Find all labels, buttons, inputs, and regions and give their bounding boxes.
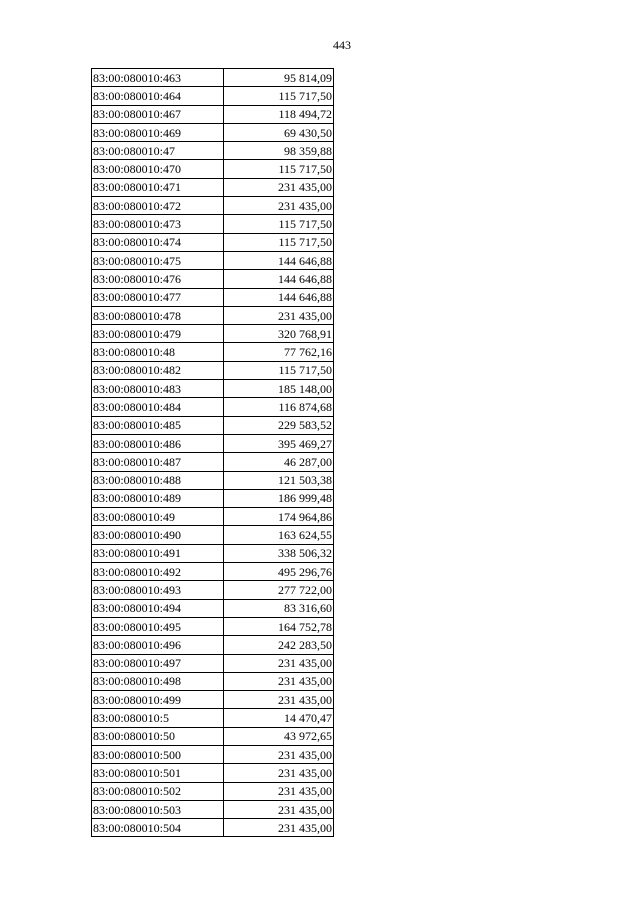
cadastral-number-cell: 83:00:080010:476 <box>92 270 224 288</box>
cadastral-value-table <box>91 68 334 837</box>
table-row <box>92 800 334 818</box>
cadastral-value-cell: 495 296,76 <box>224 563 334 581</box>
table-row <box>92 398 334 416</box>
cadastral-value-cell: 144 646,88 <box>224 270 334 288</box>
cadastral-number-cell: 83:00:080010:472 <box>92 197 224 215</box>
cadastral-value-cell: 69 430,50 <box>224 123 334 141</box>
cadastral-value-cell: 338 506,32 <box>224 544 334 562</box>
cadastral-value-cell: 115 717,50 <box>224 215 334 233</box>
cadastral-value-cell: 231 435,00 <box>224 782 334 800</box>
cadastral-value-cell: 186 999,48 <box>224 489 334 507</box>
table-row <box>92 599 334 617</box>
cadastral-value-cell: 231 435,00 <box>224 672 334 690</box>
table-row <box>92 380 334 398</box>
cadastral-value-cell: 229 583,52 <box>224 416 334 434</box>
cadastral-value-cell: 231 435,00 <box>224 800 334 818</box>
cadastral-number-cell: 83:00:080010:470 <box>92 160 224 178</box>
cadastral-number-cell: 83:00:080010:488 <box>92 471 224 489</box>
cadastral-value-cell: 231 435,00 <box>224 306 334 324</box>
cadastral-number-cell: 83:00:080010:469 <box>92 123 224 141</box>
table-row <box>92 233 334 251</box>
table-row <box>92 197 334 215</box>
cadastral-number-cell: 83:00:080010:494 <box>92 599 224 617</box>
cadastral-value-cell: 231 435,00 <box>224 819 334 837</box>
table-body <box>92 69 334 837</box>
table-row <box>92 819 334 837</box>
cadastral-value-cell: 395 469,27 <box>224 434 334 452</box>
table-row <box>92 160 334 178</box>
cadastral-value-cell: 116 874,68 <box>224 398 334 416</box>
table-row <box>92 270 334 288</box>
table-row <box>92 526 334 544</box>
cadastral-value-cell: 77 762,16 <box>224 343 334 361</box>
cadastral-value-cell: 163 624,55 <box>224 526 334 544</box>
cadastral-number-cell: 83:00:080010:489 <box>92 489 224 507</box>
table-row <box>92 508 334 526</box>
cadastral-value-cell: 164 752,78 <box>224 617 334 635</box>
table-row <box>92 434 334 452</box>
cadastral-number-cell: 83:00:080010:49 <box>92 508 224 526</box>
cadastral-number-cell: 83:00:080010:463 <box>92 69 224 87</box>
cadastral-number-cell: 83:00:080010:477 <box>92 288 224 306</box>
cadastral-number-cell: 83:00:080010:498 <box>92 672 224 690</box>
cadastral-number-cell: 83:00:080010:491 <box>92 544 224 562</box>
cadastral-number-cell: 83:00:080010:490 <box>92 526 224 544</box>
cadastral-number-cell: 83:00:080010:501 <box>92 764 224 782</box>
table-row <box>92 142 334 160</box>
cadastral-value-cell: 115 717,50 <box>224 160 334 178</box>
table-row <box>92 745 334 763</box>
cadastral-value-cell: 95 814,09 <box>224 69 334 87</box>
cadastral-number-cell: 83:00:080010:492 <box>92 563 224 581</box>
cadastral-number-cell: 83:00:080010:487 <box>92 453 224 471</box>
table-row <box>92 453 334 471</box>
table-row <box>92 416 334 434</box>
cadastral-value-cell: 46 287,00 <box>224 453 334 471</box>
cadastral-number-cell: 83:00:080010:5 <box>92 709 224 727</box>
table-row <box>92 727 334 745</box>
table-row <box>92 361 334 379</box>
cadastral-number-cell: 83:00:080010:475 <box>92 251 224 269</box>
cadastral-number-cell: 83:00:080010:482 <box>92 361 224 379</box>
cadastral-value-cell: 121 503,38 <box>224 471 334 489</box>
table-row <box>92 325 334 343</box>
table-row <box>92 251 334 269</box>
cadastral-number-cell: 83:00:080010:497 <box>92 654 224 672</box>
cadastral-number-cell: 83:00:080010:500 <box>92 745 224 763</box>
table-row <box>92 617 334 635</box>
cadastral-number-cell: 83:00:080010:484 <box>92 398 224 416</box>
table-row <box>92 69 334 87</box>
cadastral-number-cell: 83:00:080010:471 <box>92 178 224 196</box>
cadastral-value-cell: 118 494,72 <box>224 105 334 123</box>
cadastral-value-cell: 115 717,50 <box>224 361 334 379</box>
cadastral-number-cell: 83:00:080010:478 <box>92 306 224 324</box>
cadastral-number-cell: 83:00:080010:493 <box>92 581 224 599</box>
table-row <box>92 471 334 489</box>
cadastral-number-cell: 83:00:080010:496 <box>92 636 224 654</box>
table-row <box>92 764 334 782</box>
table-row <box>92 782 334 800</box>
cadastral-number-cell: 83:00:080010:502 <box>92 782 224 800</box>
cadastral-number-cell: 83:00:080010:495 <box>92 617 224 635</box>
cadastral-number-cell: 83:00:080010:499 <box>92 691 224 709</box>
cadastral-value-cell: 320 768,91 <box>224 325 334 343</box>
cadastral-number-cell: 83:00:080010:486 <box>92 434 224 452</box>
table-row <box>92 306 334 324</box>
cadastral-value-cell: 14 470,47 <box>224 709 334 727</box>
cadastral-value-cell: 277 722,00 <box>224 581 334 599</box>
cadastral-number-cell: 83:00:080010:467 <box>92 105 224 123</box>
cadastral-value-cell: 231 435,00 <box>224 764 334 782</box>
table-row <box>92 105 334 123</box>
cadastral-value-cell: 242 283,50 <box>224 636 334 654</box>
cadastral-value-cell: 144 646,88 <box>224 288 334 306</box>
cadastral-number-cell: 83:00:080010:479 <box>92 325 224 343</box>
cadastral-value-cell: 144 646,88 <box>224 251 334 269</box>
cadastral-value-cell: 115 717,50 <box>224 233 334 251</box>
table-row <box>92 178 334 196</box>
table-row <box>92 215 334 233</box>
table-row <box>92 709 334 727</box>
table-row <box>92 489 334 507</box>
table-row <box>92 544 334 562</box>
cadastral-number-cell: 83:00:080010:48 <box>92 343 224 361</box>
cadastral-value-cell: 231 435,00 <box>224 691 334 709</box>
table-row <box>92 563 334 581</box>
cadastral-value-cell: 43 972,65 <box>224 727 334 745</box>
cadastral-value-cell: 98 359,88 <box>224 142 334 160</box>
cadastral-number-cell: 83:00:080010:504 <box>92 819 224 837</box>
cadastral-number-cell: 83:00:080010:464 <box>92 87 224 105</box>
cadastral-number-cell: 83:00:080010:485 <box>92 416 224 434</box>
cadastral-value-cell: 231 435,00 <box>224 745 334 763</box>
table-row <box>92 691 334 709</box>
table-row <box>92 654 334 672</box>
cadastral-number-cell: 83:00:080010:473 <box>92 215 224 233</box>
cadastral-number-cell: 83:00:080010:474 <box>92 233 224 251</box>
cadastral-number-cell: 83:00:080010:503 <box>92 800 224 818</box>
cadastral-value-cell: 231 435,00 <box>224 197 334 215</box>
cadastral-value-cell: 185 148,00 <box>224 380 334 398</box>
table-row <box>92 343 334 361</box>
cadastral-value-cell: 231 435,00 <box>224 178 334 196</box>
cadastral-value-cell: 174 964,86 <box>224 508 334 526</box>
cadastral-number-cell: 83:00:080010:47 <box>92 142 224 160</box>
table-row <box>92 87 334 105</box>
table-row <box>92 288 334 306</box>
cadastral-value-cell: 115 717,50 <box>224 87 334 105</box>
table-row <box>92 672 334 690</box>
cadastral-value-cell: 231 435,00 <box>224 654 334 672</box>
cadastral-number-cell: 83:00:080010:50 <box>92 727 224 745</box>
table-row <box>92 581 334 599</box>
cadastral-value-cell: 83 316,60 <box>224 599 334 617</box>
cadastral-number-cell: 83:00:080010:483 <box>92 380 224 398</box>
table-row <box>92 123 334 141</box>
page-number: 443 <box>333 38 351 52</box>
table-row <box>92 636 334 654</box>
